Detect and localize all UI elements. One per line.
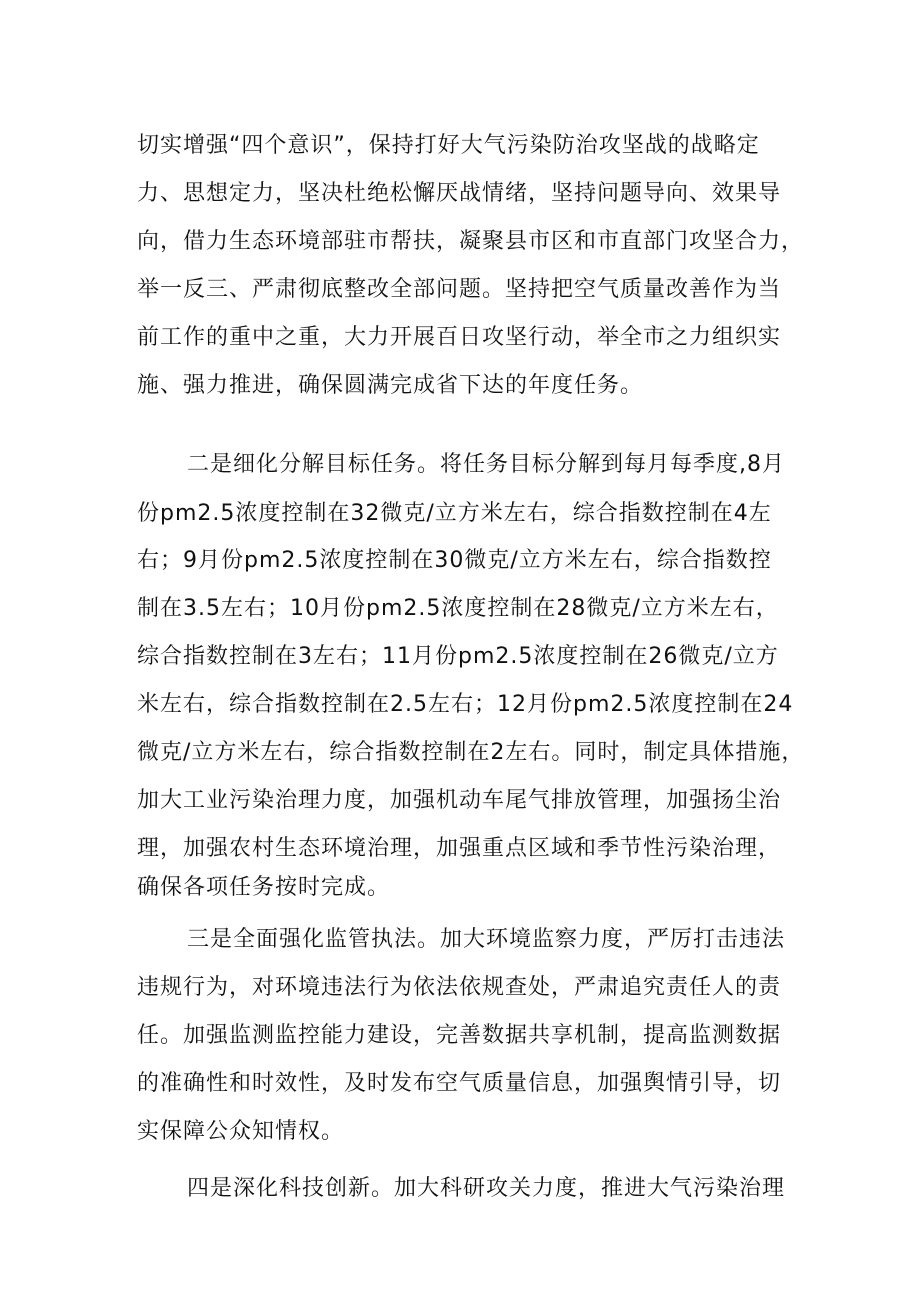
text-line: 理，加强农村生态环境治理，加强重点区域和季节性污染治理， — [137, 836, 782, 861]
text-line: 右；9月份pm2.5浓度控制在30微克/立方米左右，综合指数控 — [137, 548, 772, 573]
text-line: 违规行为，对环境违法行为依法依规查处，严肃追究责任人的责 — [137, 975, 782, 1000]
text-line: 向，借力生态环境部驻市帮扶，凝聚县市区和市直部门攻坚合力， — [137, 229, 805, 254]
text-line: 的准确性和时效性，及时发布空气质量信息，加强舆情引导，切 — [137, 1071, 782, 1096]
text-line: 切实增强“四个意识”，保持打好大气污染防治攻坚战的战略定 — [137, 133, 760, 158]
text-line: 力、思想定力，坚决杜绝松懈厌战情绪，坚持问题导向、效果导 — [137, 181, 782, 206]
text-line: 前工作的重中之重，大力开展百日攻坚行动，举全市之力组织实 — [137, 325, 782, 350]
text-line: 三是全面强化监管执法。加大环境监察力度，严厉打击违法 — [187, 927, 786, 952]
text-line: 四是深化科技创新。加大科研攻关力度，推进大气污染治理 — [187, 1176, 786, 1201]
text-line: 任。加强监测监控能力建设，完善数据共享机制，提高监测数据 — [137, 1023, 782, 1048]
text-line: 二是细化分解目标任务。将任务目标分解到每月每季度,8月 — [187, 452, 785, 477]
text-line: 米左右，综合指数控制在2.5左右；12月份pm2.5浓度控制在24 — [137, 692, 794, 717]
text-line: 确保各项任务按时完成。 — [137, 875, 391, 900]
text-line: 制在3.5左右；10月份pm2.5浓度控制在28微克/立方米左右， — [137, 596, 779, 621]
text-line: 份pm2.5浓度控制在32微克/立方米左右，综合指数控制在4左 — [137, 501, 772, 526]
text-line: 实保障公众知情权。 — [137, 1119, 345, 1144]
text-line: 加大工业污染治理力度，加强机动车尾气排放管理，加强扬尘治 — [137, 788, 782, 813]
text-line: 施、强力推进，确保圆满完成省下达的年度任务。 — [137, 373, 644, 398]
text-line: 微克/立方米左右，综合指数控制在2左右。同时，制定具体措施， — [137, 740, 805, 765]
text-line: 综合指数控制在3左右；11月份pm2.5浓度控制在26微克/立方 — [137, 644, 779, 669]
text-line: 举一反三、严肃彻底整改全部问题。坚持把空气质量改善作为当 — [137, 277, 782, 302]
